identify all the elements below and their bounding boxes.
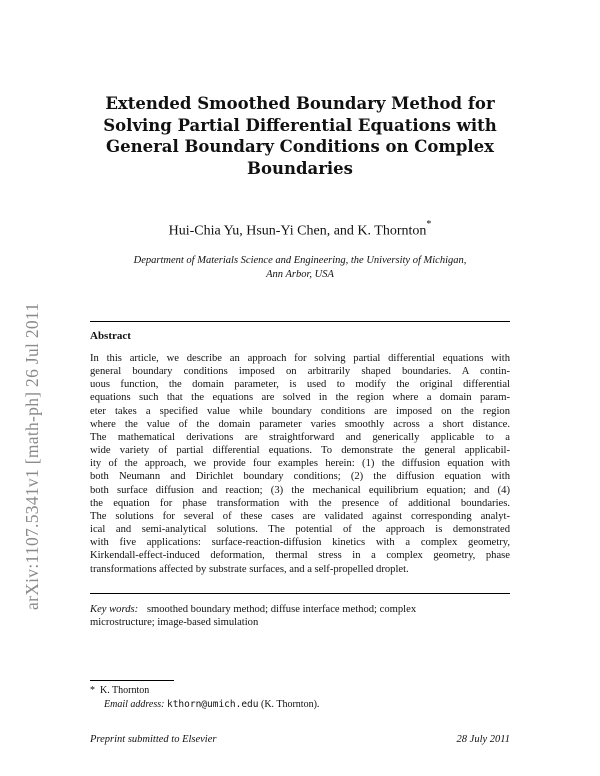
abstract-line: both Neumann and Dirichlet boundary conditions; (2) the diffusion equation with [90,471,510,483]
abstract-line: uous function, the domain parameter, is used to modify the original differential [90,379,510,391]
footnote-mark: * [90,685,95,696]
affiliation [70,254,530,282]
abstract-line: ity of the approach, we provide four examples herein: (1) the diffusion equation with [90,458,510,470]
footnote-name: K. Thornton [100,685,150,696]
abstract-bottom-rule [90,593,510,594]
title-line: Extended Smoothed Boundary Method for [105,94,495,113]
footnote [90,684,510,711]
title-line: General Boundary Conditions on Complex [105,137,495,156]
preprint-date: 28 July 2011 [456,734,510,745]
abstract-line: both surface diffusion and reaction; (3) the mechanical equilibrium equation; and (4) [90,484,510,496]
preprint-note: Preprint submitted to Elsevier [90,734,217,745]
abstract-line: general boundary conditions imposed on arbitrarily shaped boundaries. A contin- [90,366,510,378]
email-link[interactable]: kthorn@umich.edu [166,698,259,710]
keywords-line: microstructure; image-based simulation [90,617,259,629]
email-suffix: (K. Thornton). [260,698,320,710]
abstract-top-rule [90,321,510,322]
abstract-line: where the value of the domain parameter varies smoothly across a short distance. [90,418,510,430]
keywords-line: smoothed boundary method; diffuse interface method; complex [146,604,417,615]
abstract-line: the equation for phase transformation with the presence of additional boundaries. [90,497,510,509]
affiliation-line: Ann Arbor, USA [266,269,334,280]
author-names: Hui-Chia Yu, Hsun-Yi Chen, and K. Thornton [168,223,427,239]
author-list [70,221,530,240]
abstract-body [90,352,510,576]
abstract-line: The solutions for several of these cases are validated against corresponding analyt- [90,510,510,522]
abstract-line: ical and semi-analytical solutions. The potential of the approach is demonstrated [90,524,510,536]
email-label: Email address: [104,698,165,710]
arxiv-identifier: arXiv:1107.5341v1 [math-ph] 26 Jul 2011 [22,302,42,610]
keywords [90,603,510,629]
title-line: Solving Partial Differential Equations with [103,115,497,135]
abstract-line: with five applications: surface-reaction-diffusion kinetics with a complex geometry, [90,537,510,549]
abstract-line: equations such that the equations are solved in the region where a domain param- [90,392,510,404]
arxiv-stamp [22,210,48,610]
footnote-rule [90,680,174,681]
abstract-heading: Abstract [90,330,131,342]
corresponding-author-mark: * [426,219,432,230]
paper-title [70,93,530,179]
title-line: Boundaries [247,158,353,178]
abstract-line: Kirkendall-effect-induced deformation, thermal stress in a complex geometry, phase [90,550,510,562]
keywords-label: Key words: [90,604,139,615]
abstract-line: eter takes a specified value while boundary conditions are imposed on the region [90,405,510,417]
affiliation-line: Department of Materials Science and Engineering, the University of Michigan, [133,255,467,266]
abstract-line: wide variety of partial differential equations. To demonstrate the general applicabil- [90,445,510,457]
abstract-line: transformations affected by substrate surfaces, and a self-propelled droplet. [90,563,409,575]
abstract-line: In this article, we describe an approach for solving partial differential equations with [90,353,510,364]
abstract-line: The mathematical derivations are straightforward and generically applicable to a [90,431,510,443]
